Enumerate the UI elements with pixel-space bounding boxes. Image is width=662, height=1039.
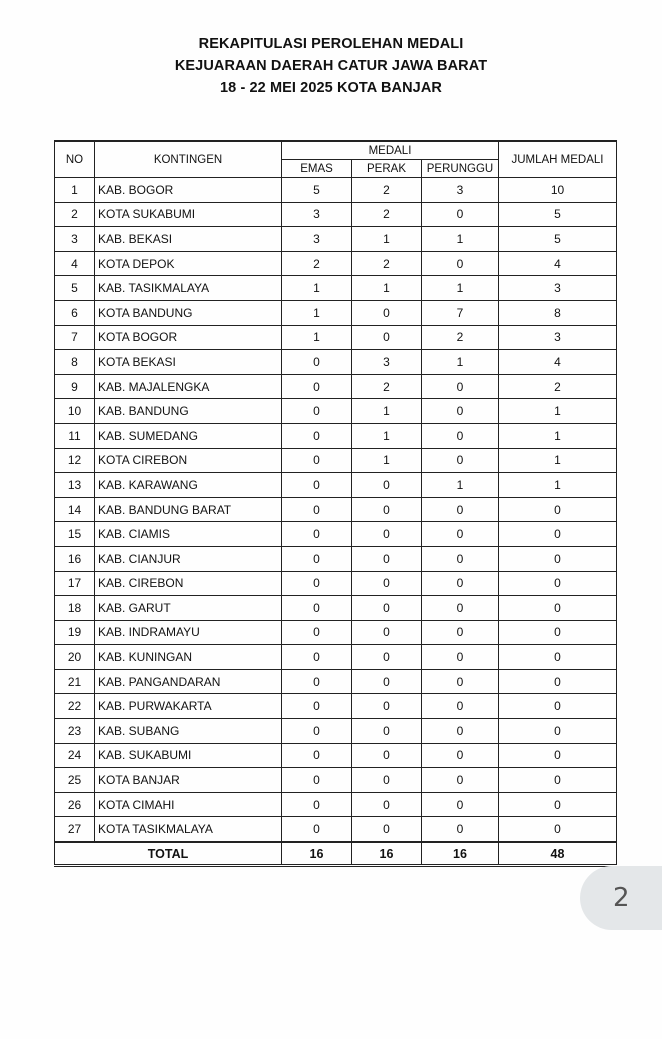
- kontingen-cell: KOTA SUKABUMI: [95, 202, 282, 227]
- perak-cell: 0: [352, 596, 422, 621]
- perunggu-cell: 0: [422, 669, 499, 694]
- emas-cell: 0: [282, 423, 352, 448]
- jumlah-cell: 4: [499, 350, 617, 375]
- row-number-cell: 13: [55, 473, 95, 498]
- row-number-cell: 17: [55, 571, 95, 596]
- jumlah-cell: 0: [499, 571, 617, 596]
- jumlah-cell: 0: [499, 546, 617, 571]
- emas-cell: 0: [282, 768, 352, 793]
- jumlah-cell: 3: [499, 276, 617, 301]
- jumlah-cell: 0: [499, 669, 617, 694]
- kontingen-cell: KOTA BOGOR: [95, 325, 282, 350]
- row-number-cell: 26: [55, 792, 95, 817]
- perunggu-cell: 0: [422, 497, 499, 522]
- perunggu-cell: 0: [422, 423, 499, 448]
- jumlah-cell: 4: [499, 251, 617, 276]
- table-row: [55, 694, 617, 719]
- table-row: [55, 325, 617, 350]
- jumlah-cell: 0: [499, 497, 617, 522]
- emas-cell: 0: [282, 620, 352, 645]
- perunggu-cell: 0: [422, 522, 499, 547]
- jumlah-cell: 8: [499, 300, 617, 325]
- perunggu-cell: 0: [422, 817, 499, 842]
- kontingen-cell: KOTA DEPOK: [95, 251, 282, 276]
- perunggu-cell: 7: [422, 300, 499, 325]
- kontingen-cell: KAB. CIAMIS: [95, 522, 282, 547]
- table-row: [55, 596, 617, 621]
- kontingen-cell: KAB. CIREBON: [95, 571, 282, 596]
- emas-cell: 0: [282, 522, 352, 547]
- perak-cell: 1: [352, 276, 422, 301]
- row-number-cell: 11: [55, 423, 95, 448]
- kontingen-cell: KOTA TASIKMALAYA: [95, 817, 282, 842]
- perak-cell: 0: [352, 719, 422, 744]
- perak-cell: 1: [352, 399, 422, 424]
- emas-cell: 0: [282, 350, 352, 375]
- row-number-cell: 1: [55, 178, 95, 203]
- title-line-1: REKAPITULASI PEROLEHAN MEDALI: [198, 36, 464, 52]
- row-number-cell: 4: [55, 251, 95, 276]
- jumlah-cell: 1: [499, 448, 617, 473]
- perunggu-cell: 0: [422, 596, 499, 621]
- row-number-cell: 10: [55, 399, 95, 424]
- perunggu-cell: 0: [422, 571, 499, 596]
- emas-cell: 0: [282, 792, 352, 817]
- page-number-badge: 2: [580, 866, 662, 930]
- total-perunggu: 16: [422, 842, 499, 866]
- perak-cell: 1: [352, 227, 422, 252]
- emas-cell: 0: [282, 374, 352, 399]
- perunggu-cell: 0: [422, 694, 499, 719]
- jumlah-cell: 1: [499, 399, 617, 424]
- kontingen-cell: KOTA BANDUNG: [95, 300, 282, 325]
- emas-cell: 1: [282, 325, 352, 350]
- kontingen-cell: KAB. CIANJUR: [95, 546, 282, 571]
- kontingen-cell: KAB. KARAWANG: [95, 473, 282, 498]
- emas-cell: 0: [282, 817, 352, 842]
- emas-cell: 0: [282, 669, 352, 694]
- title-line-3: 18 - 22 MEI 2025 KOTA BANJAR: [220, 80, 442, 96]
- row-number-cell: 22: [55, 694, 95, 719]
- table-row: [55, 546, 617, 571]
- row-number-cell: 14: [55, 497, 95, 522]
- table-row: [55, 399, 617, 424]
- table-row: [55, 423, 617, 448]
- table-row: [55, 817, 617, 842]
- emas-cell: 0: [282, 694, 352, 719]
- document-title: [0, 33, 662, 99]
- emas-cell: 1: [282, 276, 352, 301]
- jumlah-cell: 1: [499, 423, 617, 448]
- perunggu-cell: 0: [422, 374, 499, 399]
- perak-cell: 2: [352, 374, 422, 399]
- row-number-cell: 20: [55, 645, 95, 670]
- jumlah-cell: 0: [499, 694, 617, 719]
- perak-cell: 0: [352, 546, 422, 571]
- total-row: [55, 842, 617, 866]
- perunggu-cell: 0: [422, 719, 499, 744]
- jumlah-cell: 0: [499, 596, 617, 621]
- table-row: [55, 743, 617, 768]
- perak-cell: 2: [352, 251, 422, 276]
- kontingen-cell: KAB. INDRAMAYU: [95, 620, 282, 645]
- emas-cell: 0: [282, 448, 352, 473]
- perunggu-cell: 1: [422, 276, 499, 301]
- jumlah-cell: 0: [499, 817, 617, 842]
- perunggu-cell: 0: [422, 743, 499, 768]
- jumlah-cell: 2: [499, 374, 617, 399]
- table-row: [55, 251, 617, 276]
- perunggu-cell: 3: [422, 178, 499, 203]
- total-perak: 16: [352, 842, 422, 866]
- emas-cell: 2: [282, 251, 352, 276]
- perak-cell: 0: [352, 669, 422, 694]
- table-row: [55, 374, 617, 399]
- perak-cell: 0: [352, 620, 422, 645]
- emas-cell: 1: [282, 300, 352, 325]
- table-row: [55, 669, 617, 694]
- jumlah-cell: 0: [499, 620, 617, 645]
- header-perak: PERAK: [352, 160, 422, 178]
- perak-cell: 0: [352, 522, 422, 547]
- table-body: [55, 178, 617, 843]
- header-jumlah-medali: JUMLAH MEDALI: [499, 141, 617, 178]
- table-row: [55, 448, 617, 473]
- table-row: [55, 768, 617, 793]
- row-number-cell: 24: [55, 743, 95, 768]
- row-number-cell: 23: [55, 719, 95, 744]
- table-row: [55, 300, 617, 325]
- perak-cell: 0: [352, 694, 422, 719]
- row-number-cell: 6: [55, 300, 95, 325]
- kontingen-cell: KAB. PANGANDARAN: [95, 669, 282, 694]
- kontingen-cell: KAB. SUKABUMI: [95, 743, 282, 768]
- header-emas: EMAS: [282, 160, 352, 178]
- perunggu-cell: 0: [422, 645, 499, 670]
- total-emas: 16: [282, 842, 352, 866]
- emas-cell: 0: [282, 719, 352, 744]
- table-row: [55, 178, 617, 203]
- total-label: TOTAL: [55, 842, 282, 866]
- kontingen-cell: KAB. KUNINGAN: [95, 645, 282, 670]
- kontingen-cell: KOTA BANJAR: [95, 768, 282, 793]
- perunggu-cell: 0: [422, 792, 499, 817]
- emas-cell: 0: [282, 399, 352, 424]
- medal-table: [54, 140, 617, 867]
- emas-cell: 0: [282, 596, 352, 621]
- table-row: [55, 571, 617, 596]
- perak-cell: 0: [352, 792, 422, 817]
- perak-cell: 1: [352, 448, 422, 473]
- jumlah-cell: 0: [499, 792, 617, 817]
- row-number-cell: 21: [55, 669, 95, 694]
- perak-cell: 2: [352, 178, 422, 203]
- row-number-cell: 16: [55, 546, 95, 571]
- kontingen-cell: KAB. BANDUNG: [95, 399, 282, 424]
- perunggu-cell: 2: [422, 325, 499, 350]
- perak-cell: 0: [352, 300, 422, 325]
- table-row: [55, 792, 617, 817]
- perunggu-cell: 0: [422, 399, 499, 424]
- emas-cell: 0: [282, 473, 352, 498]
- emas-cell: 0: [282, 546, 352, 571]
- perak-cell: 1: [352, 423, 422, 448]
- kontingen-cell: KAB. BOGOR: [95, 178, 282, 203]
- row-number-cell: 18: [55, 596, 95, 621]
- jumlah-cell: 5: [499, 227, 617, 252]
- kontingen-cell: KAB. SUBANG: [95, 719, 282, 744]
- perak-cell: 0: [352, 768, 422, 793]
- row-number-cell: 9: [55, 374, 95, 399]
- emas-cell: 5: [282, 178, 352, 203]
- perak-cell: 0: [352, 497, 422, 522]
- kontingen-cell: KAB. MAJALENGKA: [95, 374, 282, 399]
- perak-cell: 0: [352, 473, 422, 498]
- perak-cell: 0: [352, 325, 422, 350]
- total-jumlah: 48: [499, 842, 617, 866]
- table-row: [55, 645, 617, 670]
- row-number-cell: 2: [55, 202, 95, 227]
- emas-cell: 3: [282, 202, 352, 227]
- kontingen-cell: KOTA BEKASI: [95, 350, 282, 375]
- jumlah-cell: 5: [499, 202, 617, 227]
- row-number-cell: 15: [55, 522, 95, 547]
- perak-cell: 0: [352, 817, 422, 842]
- perunggu-cell: 1: [422, 473, 499, 498]
- table-row: [55, 497, 617, 522]
- title-line-2: KEJUARAAN DAERAH CATUR JAWA BARAT: [174, 58, 488, 74]
- kontingen-cell: KAB. GARUT: [95, 596, 282, 621]
- kontingen-cell: KOTA CIMAHI: [95, 792, 282, 817]
- jumlah-cell: 0: [499, 719, 617, 744]
- perak-cell: 0: [352, 743, 422, 768]
- perunggu-cell: 0: [422, 251, 499, 276]
- perunggu-cell: 1: [422, 227, 499, 252]
- perunggu-cell: 1: [422, 350, 499, 375]
- emas-cell: 0: [282, 497, 352, 522]
- kontingen-cell: KAB. SUMEDANG: [95, 423, 282, 448]
- perak-cell: 2: [352, 202, 422, 227]
- row-number-cell: 7: [55, 325, 95, 350]
- perunggu-cell: 0: [422, 620, 499, 645]
- kontingen-cell: KAB. TASIKMALAYA: [95, 276, 282, 301]
- perunggu-cell: 0: [422, 768, 499, 793]
- jumlah-cell: 1: [499, 473, 617, 498]
- emas-cell: 0: [282, 645, 352, 670]
- header-medali: MEDALI: [282, 141, 499, 160]
- table-row: [55, 350, 617, 375]
- row-number-cell: 8: [55, 350, 95, 375]
- row-number-cell: 25: [55, 768, 95, 793]
- perak-cell: 0: [352, 645, 422, 670]
- perak-cell: 0: [352, 571, 422, 596]
- kontingen-cell: KAB. PURWAKARTA: [95, 694, 282, 719]
- emas-cell: 3: [282, 227, 352, 252]
- row-number-cell: 19: [55, 620, 95, 645]
- row-number-cell: 5: [55, 276, 95, 301]
- perunggu-cell: 0: [422, 448, 499, 473]
- row-number-cell: 27: [55, 817, 95, 842]
- perunggu-cell: 0: [422, 546, 499, 571]
- table-row: [55, 202, 617, 227]
- perak-cell: 3: [352, 350, 422, 375]
- row-number-cell: 3: [55, 227, 95, 252]
- emas-cell: 0: [282, 571, 352, 596]
- kontingen-cell: KAB. BANDUNG BARAT: [95, 497, 282, 522]
- table-row: [55, 620, 617, 645]
- jumlah-cell: 0: [499, 743, 617, 768]
- kontingen-cell: KOTA CIREBON: [95, 448, 282, 473]
- jumlah-cell: 0: [499, 522, 617, 547]
- table-row: [55, 522, 617, 547]
- emas-cell: 0: [282, 743, 352, 768]
- jumlah-cell: 10: [499, 178, 617, 203]
- jumlah-cell: 0: [499, 768, 617, 793]
- header-no: NO: [55, 141, 95, 178]
- table-row: [55, 719, 617, 744]
- header-perunggu: PERUNGGU: [422, 160, 499, 178]
- jumlah-cell: 0: [499, 645, 617, 670]
- row-number-cell: 12: [55, 448, 95, 473]
- jumlah-cell: 3: [499, 325, 617, 350]
- perunggu-cell: 0: [422, 202, 499, 227]
- table-row: [55, 227, 617, 252]
- table-row: [55, 276, 617, 301]
- kontingen-cell: KAB. BEKASI: [95, 227, 282, 252]
- header-kontingen: KONTINGEN: [95, 141, 282, 178]
- table-row: [55, 473, 617, 498]
